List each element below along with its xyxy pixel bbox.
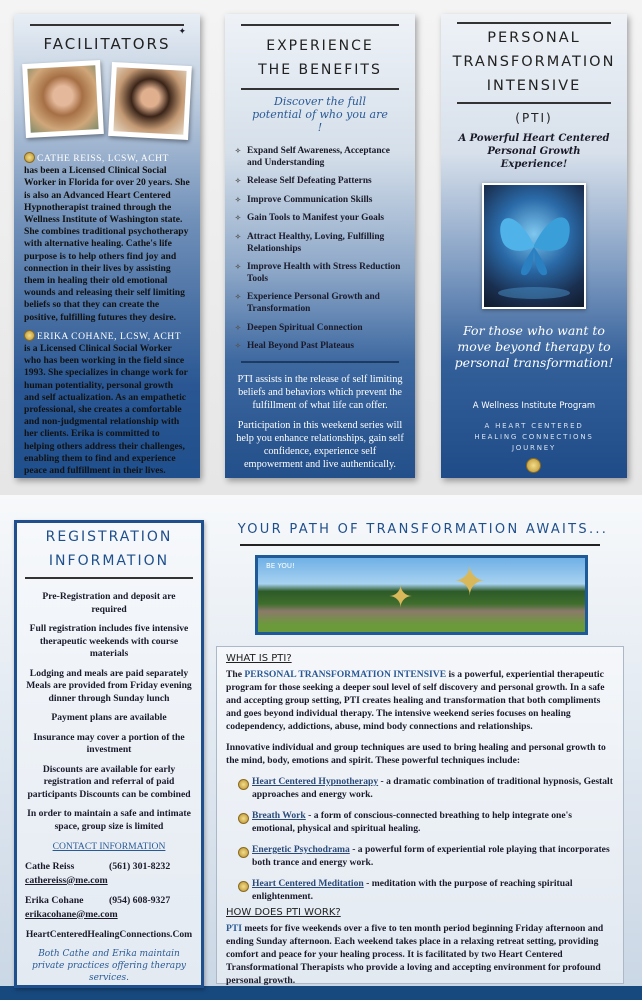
registration-item: Insurance may cover a portion of the investment [33, 731, 185, 755]
benefits-tagline: Discover the full potential of who you are ! [252, 95, 388, 134]
technique-item [238, 809, 614, 835]
cover-program: A Wellness Institute Program [472, 401, 596, 411]
how-paragraph [226, 922, 614, 987]
benefit-item: ✧ Expand Self Awareness, Acceptance and Understanding [235, 146, 405, 169]
registration-title-1: REGISTRATION [45, 529, 173, 545]
cathe-photo [22, 60, 104, 138]
cover-title-3: INTENSIVE [486, 78, 582, 94]
how-heading: HOW DOES PTI WORK? [226, 907, 341, 918]
benefit-item: ✧ Heal Beyond Past Plateaus [235, 341, 405, 353]
technique-link[interactable]: Heart Centered Hypnotherapy [252, 776, 379, 787]
technique-link[interactable]: Energetic Psychodrama [252, 844, 350, 855]
text: is a powerful, experiential therapeutic program for those seeking a deeper soul level of self discovery and personal growth. In a safe and accepting group setting, PTI creates healing and transformation that both compliments and goes beyond individual therapy. The intensive weekend series focuses on healing codependency, addictions, abuse, mind body connections and relationships. [226, 669, 605, 732]
cover-quote: For those who want to move beyond therapy to personal transformation! [454, 323, 614, 370]
divider [25, 577, 193, 579]
butterfly-icon: ✦ [388, 581, 414, 614]
benefit-item: ✧ Deepen Spiritual Connection [235, 323, 405, 335]
technique-item [238, 775, 614, 801]
technique-link[interactable]: Heart Centered Meditation [252, 878, 364, 889]
registration-title-2: INFORMATION [48, 553, 170, 569]
erika-bio [24, 330, 190, 477]
contact-name: Erika Cohane [25, 894, 84, 906]
cover-subtitle: A Powerful Heart Centered Personal Growth Experience! [458, 133, 610, 170]
pti-highlight: PTI [226, 923, 242, 934]
divider [241, 361, 399, 363]
facilitators-title: FACILITATORS [43, 35, 171, 53]
benefit-item: ✧ Attract Healthy, Loving, Fulfilling Relationships [235, 232, 405, 255]
technique-desc: - a dramatic combination of traditional hypnosis, Gestalt approaches and energy work. [252, 776, 613, 800]
erika-photo [108, 62, 192, 140]
cover-journey: A HEART CENTERED HEALING CONNECTIONS JOURNEY [474, 422, 594, 452]
cover-abbr: (PTI) [515, 111, 553, 125]
benefit-item: ✧ Improve Communication Skills [235, 195, 405, 207]
registration-item: Lodging and meals are paid separately Meals are provided from Friday evening dinner through Sunday lunch [26, 667, 192, 704]
contact-email[interactable]: cathereiss@me.com [25, 874, 108, 886]
contact-phone: (954) 608-9327 [109, 894, 171, 906]
medallion-icon [24, 330, 35, 341]
contact-email[interactable]: erikacohane@me.com [25, 908, 118, 920]
medallion-icon [238, 881, 249, 892]
registration-item: Full registration includes five intensive therapeutic weekends with course materials [29, 623, 189, 659]
registration-item: In order to maintain a safe and intimate space, group size is limited [27, 808, 191, 832]
medallion-icon [24, 152, 35, 163]
benefit-item: ✧ Experience Personal Growth and Transformation [235, 292, 405, 315]
path-banner-image [255, 555, 588, 635]
cathe-bio-text: has been a Licensed Clinical Social Worker in Florida for over 20 years. She is also an Advanced Heart Centered Hypnotherapist trained through the Wellness Institute of Washington state. She combines traditional psychotherapy with alternative healing. Cathe's life purpose is to help others find joy and connection in their lives by assisting them in healing their old emotional wounds and releasing their self limiting beliefs so that they can create the positive, fulfilling futures they desire. [24, 165, 190, 323]
medallion-icon [526, 458, 541, 473]
divider [240, 544, 600, 546]
what-heading: WHAT IS PTI? [226, 653, 292, 664]
benefits-para-1: PTI assists in the release of self limiting beliefs and behaviors which prevent the fulfillment of what life can offer. [237, 373, 403, 411]
technique-item [238, 843, 614, 869]
technique-desc: - a form of conscious-connected breathing to help integrate one's emotional, physical and spiritual healing. [252, 810, 573, 834]
website[interactable]: HeartCenteredHealingConnections.Com [25, 928, 193, 940]
divider [241, 88, 399, 90]
what-paragraph-2: Innovative individual and group techniques are used to bring healing and personal growth to the mind, body, emotions and spirit. These powerful techniques include: [226, 742, 606, 766]
technique-link[interactable]: Breath Work [252, 810, 306, 821]
erika-bio-text: is a Licensed Clinical Social Worker who has been working in the field since 1993. She specializes in change work for human potentiality, personal growth and self actualization. As an empathetic professional, she creates a comfortable and non-judgmental relationship with her clients. Erika is committed to helping others address their challenges, enabling them to find and experience peace and fulfillment in their lives. [24, 343, 188, 477]
cathe-name: CATHE REISS, LCSW, ACHT [37, 153, 169, 164]
technique-desc: - a powerful form of experiential role playing that incorporates both trance and energy work. [252, 844, 610, 868]
medallion-icon [238, 847, 249, 858]
text: meets for five weekends over a five to ten month period beginning Friday afternoon and ending Sunday afternoon. Each weekend takes place in a relaxing retreat setting, providing comfort and peace for your healing process. It is facilitated by two Heart Centered Transformational Therapists who provide a loving and accepting environment for profound personal growth. [226, 923, 604, 986]
contact-phone: (561) 301-8232 [109, 860, 171, 872]
contact-erika [25, 895, 193, 906]
cathe-bio [24, 152, 190, 324]
text: The [226, 669, 245, 680]
benefit-item: ✧ Release Self Defeating Patterns [235, 176, 405, 188]
registration-panel [14, 520, 204, 988]
erika-name: ERIKA COHANE, LCSW, ACHT [37, 330, 182, 342]
pti-info-box [216, 646, 624, 984]
technique-desc: - meditation with the purpose of reaching spiritual enlightenment. [252, 878, 573, 902]
what-paragraph-1 [226, 668, 614, 733]
butterfly-icon [484, 185, 584, 307]
butterfly-icon: ✦ [453, 559, 487, 604]
medallion-icon [238, 779, 249, 790]
contact-cathe [25, 861, 193, 872]
cover-title-2: TRANSFORMATION [452, 54, 616, 70]
cover-title-1: PERSONAL [487, 30, 581, 46]
contact-title: CONTACT INFORMATION [52, 841, 166, 852]
divider [457, 22, 611, 24]
benefits-panel [225, 14, 415, 478]
benefit-item: ✧ Improve Health with Stress Reduction Tools [235, 262, 405, 285]
benefits-title-1: EXPERIENCE [266, 38, 374, 54]
brochure-outside [0, 0, 642, 495]
benefits-title-2: THE BENEFITS [258, 62, 382, 78]
cover-panel [441, 14, 627, 478]
medallion-icon [238, 813, 249, 824]
path-title: YOUR PATH OF TRANSFORMATION AWAITS... [237, 522, 609, 537]
technique-item [238, 877, 614, 903]
registration-item: Discounts are available for early registration and referral of paid participants Discounts can be combined [27, 763, 191, 800]
benefits-list [235, 146, 405, 353]
divider [457, 102, 611, 104]
registration-item: Pre-Registration and deposit are required [42, 591, 176, 615]
banner-text: BE YOU! [266, 562, 295, 570]
bottom-band [0, 986, 642, 1000]
facilitators-panel [14, 14, 200, 478]
pti-highlight: PERSONAL TRANSFORMATION INTENSIVE [244, 669, 447, 680]
divider [30, 24, 184, 26]
benefits-para-2: Participation in this weekend series will help you enhance relationships, gain self confidence, experience self empowerment and live authentically. [236, 419, 404, 470]
benefit-item: ✧ Gain Tools to Manifest your Goals [235, 213, 405, 225]
divider [241, 24, 399, 26]
butterfly-icon: ✦ [178, 26, 186, 36]
contact-name: Cathe Reiss [25, 860, 75, 872]
registration-note: Both Cathe and Erika maintain private practices offering therapy services. [32, 949, 186, 983]
registration-item: Payment plans are available [51, 712, 167, 723]
butterfly-image [482, 183, 586, 309]
